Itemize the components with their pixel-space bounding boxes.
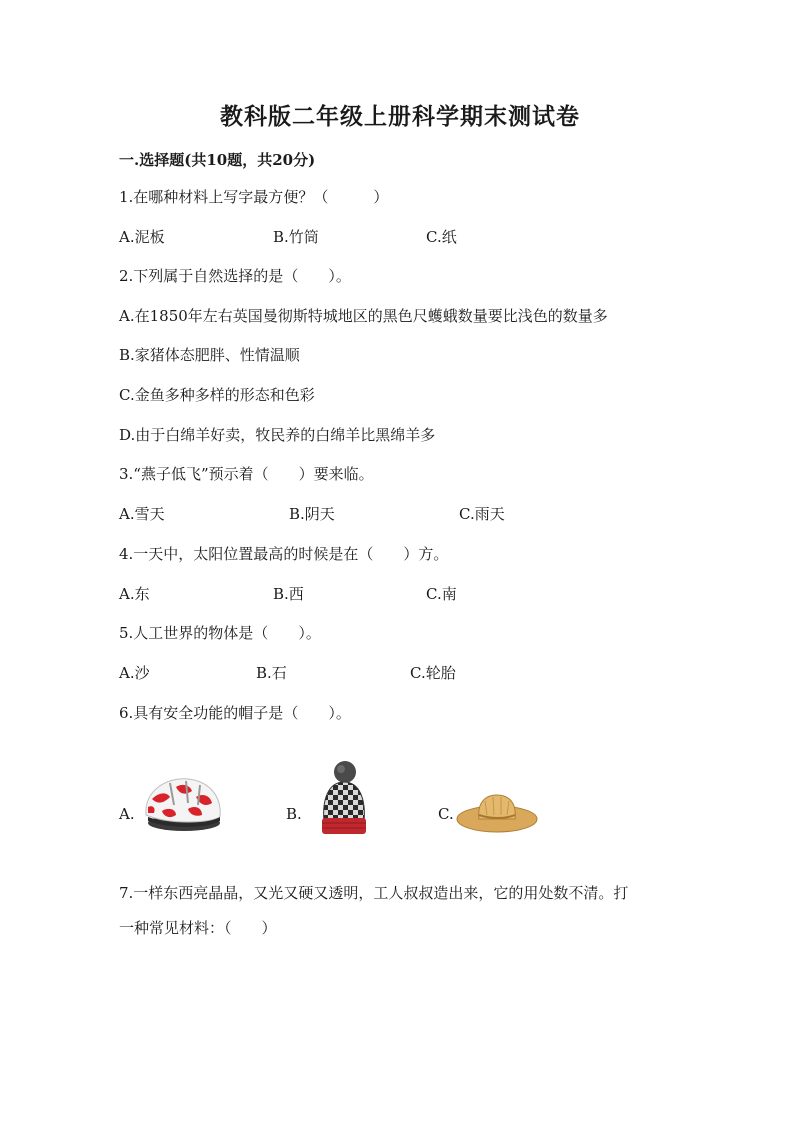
question-6-option-a: A.	[119, 805, 135, 823]
section-heading: 一.选择题(共10题，共20分)	[119, 151, 316, 169]
question-2-option-c: C.金鱼多种多样的形态和色彩	[119, 386, 315, 404]
question-3-option-b: B.阴天	[289, 505, 335, 523]
question-1-stem: 1.在哪种材料上写字最方便？（ ）	[119, 188, 389, 206]
question-4-stem: 4.一天中，太阳位置最高的时候是在（ ）方。	[119, 545, 449, 563]
question-2-option-a: A.在1850年左右英国曼彻斯特城地区的黑色尺蠖蛾数量要比浅色的数量多	[119, 307, 608, 325]
question-2-stem: 2.下列属于自然选择的是（ ）。	[119, 267, 351, 285]
question-2-option-b: B.家猪体态肥胖、性情温顺	[119, 346, 300, 364]
question-5-option-c: C.轮胎	[410, 664, 456, 682]
question-6-option-b: B.	[286, 805, 302, 823]
question-3-option-a: A.雪天	[119, 505, 165, 523]
question-5-option-a: A.沙	[119, 664, 150, 682]
bicycle-helmet-icon	[140, 773, 224, 835]
question-5-stem: 5.人工世界的物体是（ ）。	[119, 624, 321, 642]
question-6-option-c: C.	[438, 805, 454, 823]
question-7-stem-line-1: 7.一样东西亮晶晶，又光又硬又透明，工人叔叔造出来，它的用处数不清。打	[119, 884, 629, 902]
question-7-stem-line-2: 一种常见材料：（ ）	[119, 919, 277, 937]
straw-sun-hat-icon	[455, 791, 539, 835]
knit-beanie-icon	[318, 760, 368, 836]
question-2-option-d: D.由于白绵羊好卖，牧民养的白绵羊比黑绵羊多	[119, 426, 436, 444]
question-4-option-a: A.东	[119, 585, 150, 603]
question-1-option-b: B.竹筒	[273, 228, 319, 246]
question-4-option-b: B.西	[273, 585, 304, 603]
question-3-stem: 3.“燕子低飞”预示着（ ）要来临。	[119, 465, 374, 483]
question-5-option-b: B.石	[256, 664, 287, 682]
question-3-option-c: C.雨天	[459, 505, 505, 523]
question-1-option-a: A.泥板	[119, 228, 165, 246]
question-6-stem: 6.具有安全功能的帽子是（ ）。	[119, 704, 351, 722]
question-4-option-c: C.南	[426, 585, 457, 603]
question-1-option-c: C.纸	[426, 228, 457, 246]
page-title: 教科版二年级上册科学期末测试卷	[220, 103, 580, 130]
